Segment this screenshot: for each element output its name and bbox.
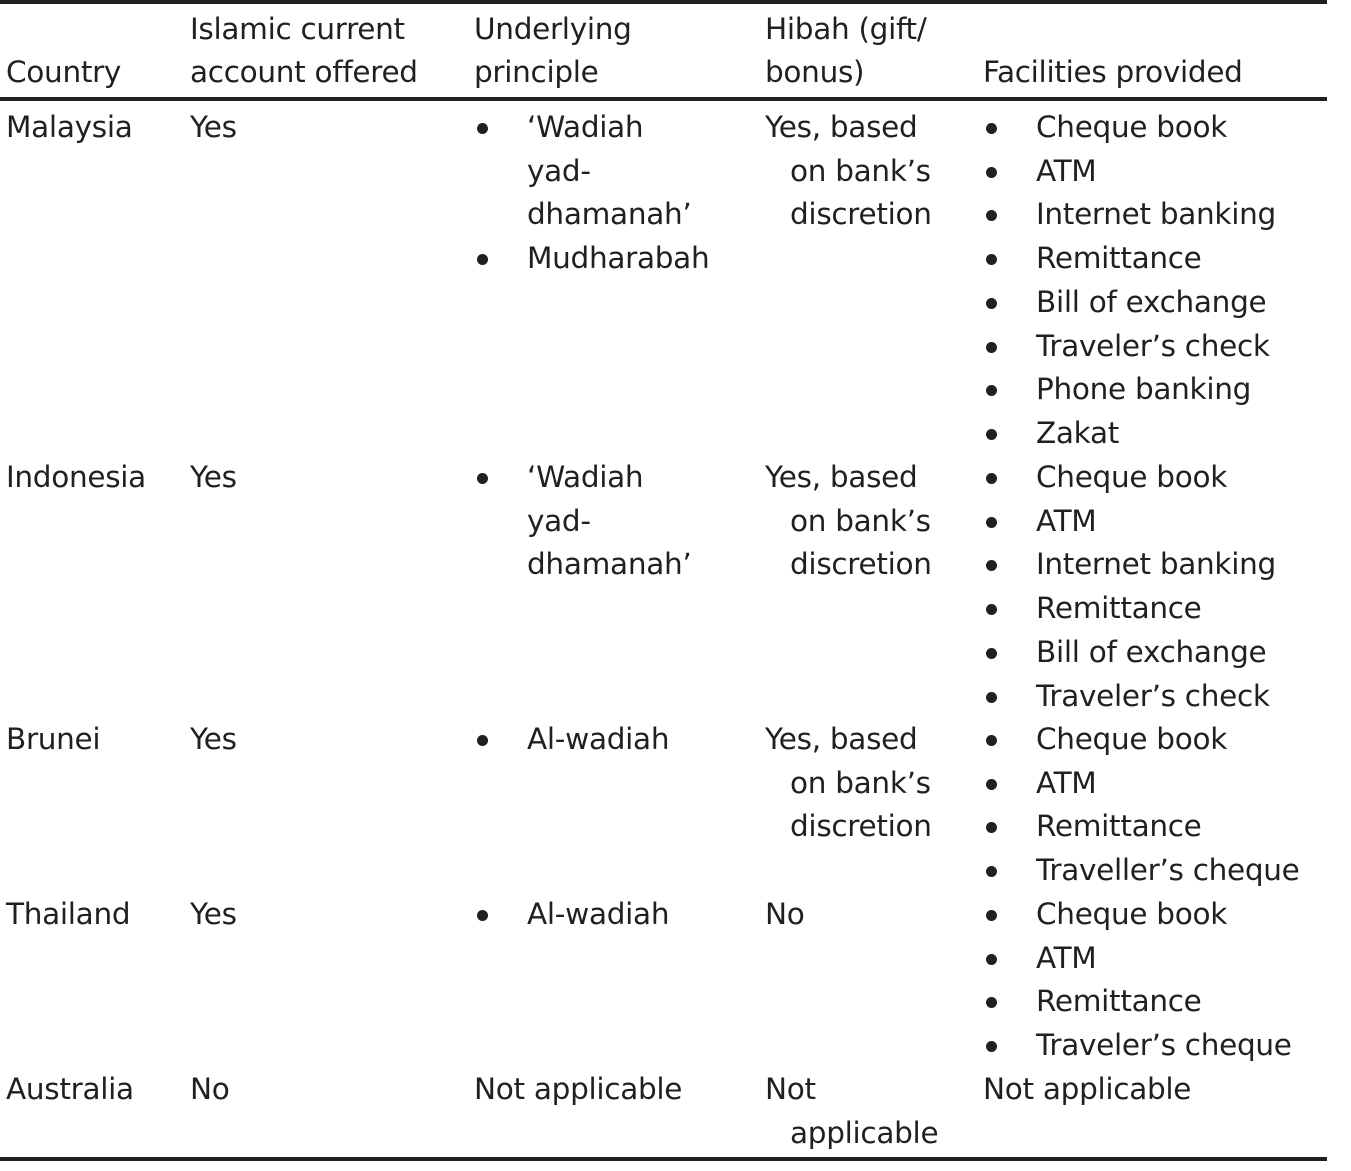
hibah-line: applicable <box>790 1115 939 1150</box>
hibah-line: discretion <box>790 197 932 232</box>
bullet-icon <box>986 866 1000 880</box>
header-hibah-line1: Hibah (gift/ <box>765 12 927 46</box>
offered-cell: Yes <box>190 897 237 931</box>
country-cell: Malaysia <box>6 110 133 144</box>
facility-item: ATM <box>1036 765 1097 800</box>
facility-item: Cheque book <box>1036 897 1227 931</box>
hibah-line: discretion <box>790 809 932 844</box>
facility-item: Bill of exchange <box>1036 634 1267 669</box>
bullet-icon <box>477 123 491 137</box>
hibah-line: discretion <box>790 547 932 582</box>
country-cell: Indonesia <box>6 460 146 494</box>
hibah-line: Yes, based <box>765 460 918 494</box>
principle-item: Mudharabah <box>527 241 710 276</box>
principle-item: Al-wadiah <box>527 722 670 756</box>
country-cell: Brunei <box>6 722 101 756</box>
facility-item: Cheque book <box>1036 722 1227 756</box>
facility-item: Traveler’s check <box>1036 328 1270 363</box>
principle-item: ‘Wadiah <box>527 460 644 494</box>
bullet-icon <box>986 822 1000 836</box>
offered-cell: Yes <box>190 722 237 756</box>
offered-cell: Yes <box>190 110 237 144</box>
table-bottom-rule <box>0 1157 1327 1161</box>
bullet-icon <box>986 954 1000 968</box>
facility-item: ATM <box>1036 940 1097 975</box>
principle-item: ‘Wadiah <box>527 110 644 144</box>
facility-item: Cheque book <box>1036 110 1227 144</box>
hibah-line: Yes, based <box>765 722 918 756</box>
bullet-icon <box>986 429 1000 443</box>
bullet-icon <box>986 560 1000 574</box>
bullet-icon <box>986 210 1000 224</box>
facility-item: Traveler’s check <box>1036 678 1270 713</box>
country-cell: Australia <box>6 1072 134 1106</box>
bullet-icon <box>986 298 1000 312</box>
bullet-icon <box>986 692 1000 706</box>
bullet-icon <box>477 473 491 487</box>
facility-item: Phone banking <box>1036 372 1252 407</box>
hibah-line: on bank’s <box>790 503 931 538</box>
bullet-icon <box>986 604 1000 618</box>
bullet-icon <box>986 735 1000 749</box>
bullet-icon <box>986 473 1000 487</box>
bullet-icon <box>986 648 1000 662</box>
bullet-icon <box>986 997 1000 1011</box>
facility-item: Remittance <box>1036 984 1202 1019</box>
facility-item: Traveller’s cheque <box>1036 853 1300 888</box>
bullet-icon <box>986 517 1000 531</box>
header-country: Country <box>6 55 122 89</box>
facility-item: Bill of exchange <box>1036 284 1267 319</box>
bullet-icon <box>477 735 491 749</box>
facility-item: ATM <box>1036 153 1097 188</box>
bullet-icon <box>986 342 1000 356</box>
offered-cell: Yes <box>190 460 237 494</box>
header-facilities: Facilities provided <box>983 55 1243 89</box>
principle-item: yad- <box>527 153 591 188</box>
principle-item: dhamanah’ <box>527 547 692 582</box>
principle-item: Al-wadiah <box>527 897 670 931</box>
table-top-rule <box>0 0 1327 4</box>
table-header-rule <box>0 97 1327 101</box>
hibah-line: Not <box>765 1072 816 1106</box>
bullet-icon <box>986 254 1000 268</box>
header-offered-line2: account offered <box>190 55 418 89</box>
facility-item: Traveler’s cheque <box>1036 1028 1292 1063</box>
header-principle-line2: principle <box>474 55 599 89</box>
bullet-icon <box>986 1041 1000 1055</box>
hibah-line: No <box>765 897 805 931</box>
hibah-line: on bank’s <box>790 765 931 800</box>
principle-cell: Not applicable <box>474 1072 683 1106</box>
facility-item: Remittance <box>1036 591 1202 626</box>
offered-cell: No <box>190 1072 230 1106</box>
facility-item: Cheque book <box>1036 460 1227 494</box>
facility-item: ATM <box>1036 503 1097 538</box>
facility-item: Remittance <box>1036 241 1202 276</box>
facility-item: Internet banking <box>1036 197 1276 232</box>
bullet-icon <box>986 779 1000 793</box>
hibah-line: on bank’s <box>790 153 931 188</box>
bullet-icon <box>477 254 491 268</box>
country-cell: Thailand <box>6 897 131 931</box>
facilities-cell: Not applicable <box>983 1072 1192 1106</box>
header-hibah-line2: bonus) <box>765 55 865 89</box>
facility-item: Zakat <box>1036 415 1119 450</box>
bullet-icon <box>477 910 491 924</box>
principle-item: yad- <box>527 503 591 538</box>
bullet-icon <box>986 910 1000 924</box>
principle-item: dhamanah’ <box>527 197 692 232</box>
header-principle-line1: Underlying <box>474 12 632 46</box>
bullet-icon <box>986 385 1000 399</box>
bullet-icon <box>986 167 1000 181</box>
facility-item: Internet banking <box>1036 547 1276 582</box>
header-offered-line1: Islamic current <box>190 12 405 46</box>
facility-item: Remittance <box>1036 809 1202 844</box>
hibah-line: Yes, based <box>765 110 918 144</box>
bullet-icon <box>986 123 1000 137</box>
